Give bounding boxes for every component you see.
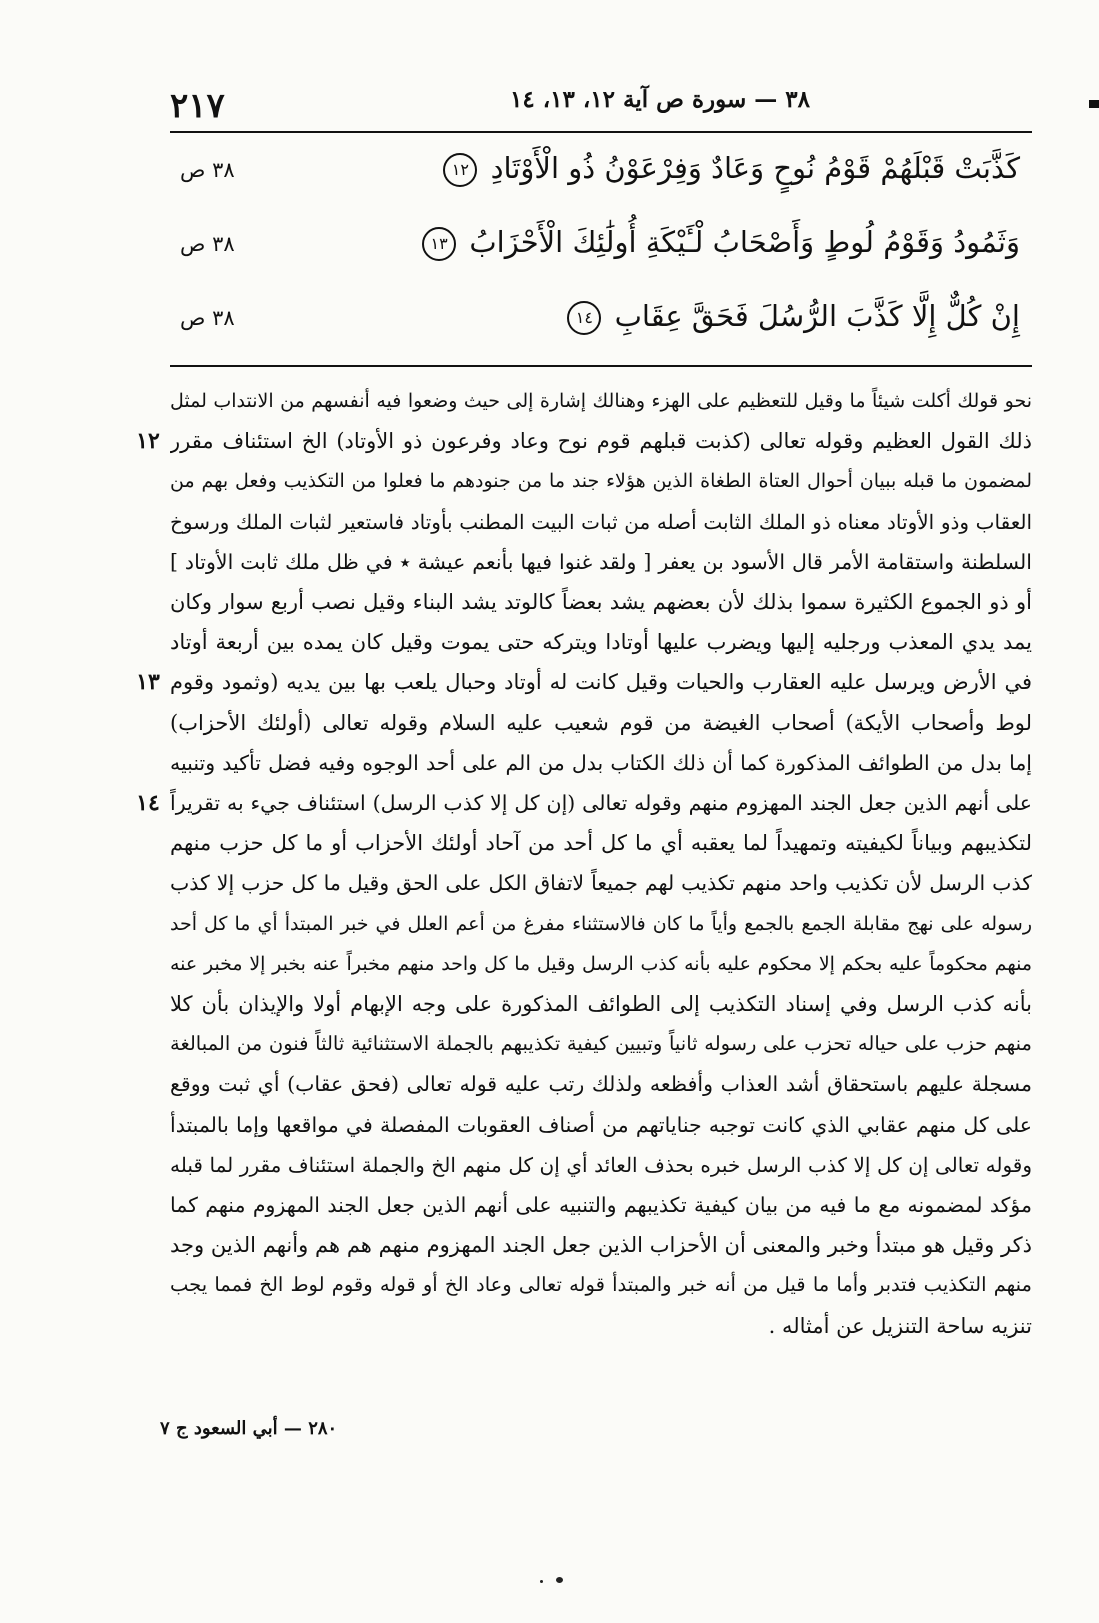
verse-reference: ٣٨ ص [180,306,235,330]
commentary-line: بأنه كذب الرسل وفي إسناد التكذيب إلى الطوائف المذكورة على وجه الإبهام أولا والإيذان بأن كلا [170,992,1032,1016]
commentary-line: وقوله تعالى إن كل إلا كذب الرسل خبره بحذف العائد أي إن كل منهم الخ والجملة استئناف مقرر لما قبله [170,1152,1032,1177]
scan-speck [540,1580,543,1583]
page-number: ٢١٧ [170,86,225,126]
commentary-line: مسجلة عليهم باستحقاق أشد العذاب وأفظعه ولذلك رتب عليه قوله تعالى (فحق عقاب) أي ثبت ووقع [170,1072,1032,1097]
commentary-line: لتكذيبهم وبياناً لكيفيته وتمهيداً لما يعقبه أي ما كل أحد من آحاد أولئك الأحزاب أو ما كل حزب منهم [170,831,1032,856]
verse-text-body: إِنْ كُلٌّ إِلَّا كَذَّبَ الرُّسُلَ فَحَقَّ عِقَابِ [614,299,1020,333]
commentary-line: منهم حزب على حياله تحزب على رسوله ثانياً وتبيين كيفية تكذيبهم بالجملة الاستثنائية ثالثاً فنون من المبالغة [170,1032,1032,1056]
verse-number-marker: ١٤ [567,301,601,335]
commentary-line: كذب الرسل لأن تكذيب واحد منهم تكذيب لهم جميعاً لاتفاق الكل على الحق وقيل ما كل حزب إلا كذب [170,871,1032,896]
verse-12 [170,140,1030,200]
commentary-line: لوط وأصحاب الأيكة) أصحاب الغيضة من قوم شعيب عليه السلام وقوله تعالى (أولئك الأحزاب) [170,710,1032,735]
verse-text [340,220,1020,264]
verse-14 [170,288,1030,348]
verses-rule [170,365,1032,367]
verse-text [340,294,1020,338]
commentary-line: على أنهم الذين جعل الجند المهزوم منهم وقوله تعالى (إن كل إلا كذب الرسل) استئناف جيء به تقريراً [170,791,1032,815]
commentary-line: مؤكد لمضمونه مع ما فيه من بيان كيفية تكذيبهم والتنبيه على أنهم الذين جعل الجند المهزوم منهم كما [170,1193,1032,1217]
commentary-line: لمضمون ما قبله ببيان أحوال العتاة الطغاة الذين هؤلاء جند ما من جنودهم ما فعلوا من التكذيب وفعل بهم من [170,470,1032,493]
commentary-line: ذلك القول العظيم وقوله تعالى (كذبت قبلهم قوم نوح وعاد وفرعون ذو الأوتاد) الخ استئناف مقرر [170,429,1032,454]
edge-mark [1089,100,1099,108]
commentary-line: أو ذو الجموع الكثيرة سموا بذلك لأن بعضهم يشد بعضاً كالوتد يشد البناء وقيل نصب أربع سوار وكان [170,590,1032,614]
commentary-line: منهم محكوماً عليه بحكم إلا محكوم عليه بأنه كذب الرسل وقيل ما كل واحد منهم مخبراً عنه بخبر إلا مخبر عنه [170,952,1032,975]
margin-verse-number: ١٤ [136,790,160,816]
commentary-line: نحو قولك أكلت شيئاً ما وقيل للتعظيم على الهزء وهنالك إشارة إلى حيث وضعوا فيه أنفسهم من الانتداب لمثل [170,390,1032,412]
commentary-line: إما بدل من الطوائف المذكورة كما أن ذلك الكتاب بدل من الم على أحد الوجوه وفيه فضل تأكيد وتنبيه [170,750,1032,775]
page-header [170,78,1030,128]
verse-text-body: كَذَّبَتْ قَبْلَهُمْ قَوْمُ نُوحٍ وَعَادٌ وَفِرْعَوْنُ ذُو الْأَوْتَادِ [490,151,1020,185]
scan-speck [556,1577,563,1583]
footer-signature: ٢٨٠ — أبي السعود ج ٧ [160,1418,338,1439]
verse-number-marker: ١٣ [422,227,456,261]
margin-verse-number: ١٢ [136,428,160,455]
verse-reference: ٣٨ ص [180,232,235,256]
verse-13 [170,214,1030,274]
commentary-line: يمد يدي المعذب ورجليه إليها ويضرب عليها أوتادا ويتركه حتى يموت وقيل كان يمده بين أربعة أوتاد [170,630,1032,655]
commentary-line: في الأرض ويرسل عليه العقارب والحيات وقيل كانت له أوتاد وحبال يلعب بها بين يديه (وثمود وقوم [170,670,1032,695]
verse-number-marker: ١٢ [443,153,477,187]
running-title: ٣٨ — سورة ص آية ١٢، ١٣، ١٤ [509,86,811,113]
commentary-line: ذكر وقيل هو مبتدأ وخبر والمعنى أن الأحزاب الذين جعل الجند المهزوم منهم هم هم وأنهم الذين وجد [170,1233,1032,1258]
commentary-line: السلطنة واستقامة الأمر قال الأسود بن يعفر [ ولقد غنوا فيها بأنعم عيشة ٭ في ظل ملك ثابت الأوتاد ] [170,549,1032,574]
commentary-line: منهم التكذيب فتدبر وأما ما قيل من أنه خبر والمبتدأ قوله تعالى وعاد الخ أو قوله وقوم لوط الخ فمما يجب [170,1273,1032,1297]
margin-verse-number: ١٣ [136,669,160,696]
verse-reference: ٣٨ ص [180,158,235,182]
commentary-line: على كل منهم عقابي الذي كانت توجبه جناياتهم من أصناف العقوبات المفصلة في مواقعها وإما بالمبتدأ [170,1112,1032,1137]
verse-text [340,146,1020,190]
header-rule [170,131,1032,133]
commentary-line: تنزيه ساحة التنزيل عن أمثاله . [768,1313,1032,1338]
commentary-line: العقاب وذو الأوتاد معناه ذو الملك الثابت أصله من ثبات البيت المطنب بأوتاد فاستعير لثبات الملك ورسوخ [170,509,1032,534]
commentary-line: رسوله على نهج مقابلة الجمع بالجمع وأياً ما كان فالاستثناء مفرغ من أعم العلل في خبر المبتدأ أي ما كل أحد [170,912,1032,935]
verse-text-body: وَثَمُودُ وَقَوْمُ لُوطٍ وَأَصْحَابُ لْـَٔيْكَةِ أُولَٰئِكَ الْأَحْزَابُ [469,225,1020,259]
